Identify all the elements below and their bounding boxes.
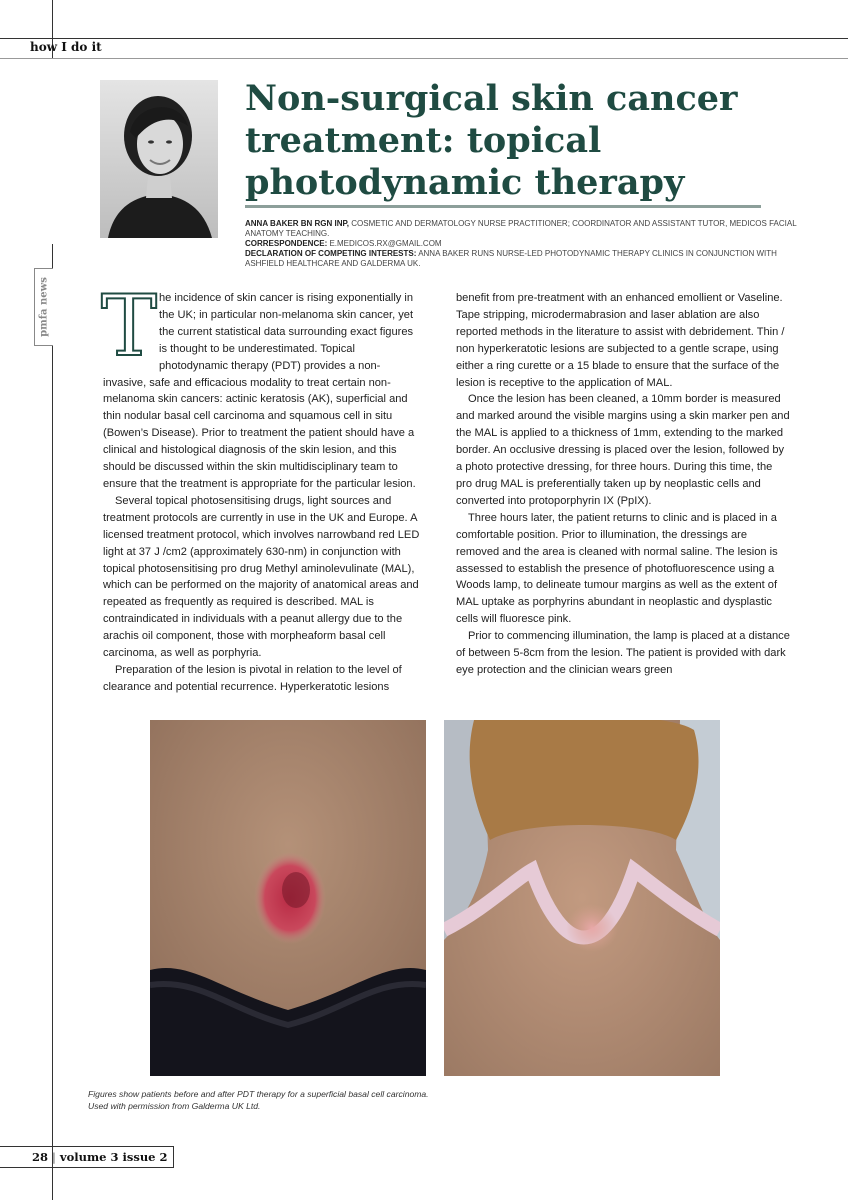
issue-label: volume 3 issue 2: [59, 1150, 168, 1164]
photo-after-graphic: [444, 720, 720, 1076]
paragraph-text: he incidence of skin cancer is rising exponentially in the UK; in particular non-melanoma skin cancer, yet the current statistical data surrounding exact figures is thought to be underestimated. Topical photodynamic therapy (PDT) provides a non-invasive, safe and efficacious modality to treat certain non-melanoma skin cancers: actinic keratosis (AK), superficial and thin nodular basal cell carcinoma and squamous cell in situ (Bowen’s Disease). Prior to treatment the patient should have a clinical and histological diagnosis of the skin lesion, and this should be discussed within the skin multidisciplinary team to ensure that the treatment is appropriate for the particular lesion.: [103, 292, 416, 490]
paragraph: Several topical photosensitising drugs, light sources and treatment protocols are currently in use in the UK and Europe. A licensed treatment protocol, which involves narrowband red LED light at 37 J /cm2 (approximately 630-nm) in conjunction with topical photosensitising pro drug Methyl aminolevulinate (MAL), which can be performed on the majority of anatomical areas and repeated as frequently as required is described. MAL is contraindicated in individuals with a peanut allergy due to the arachis oil component, those with morpheaform basal cell carcinoma, as well as porphyria.: [103, 494, 420, 660]
text-column-right: [456, 290, 791, 679]
author-name: ANNA BAKER BN RGN INP,: [245, 219, 350, 228]
side-tab-label: pmfa news: [38, 277, 50, 337]
byline-author: [245, 219, 805, 239]
author-role: COSMETIC AND DERMATOLOGY NURSE PRACTITIONER; COORDINATOR AND ASSISTANT TUTOR, MEDICOS FACIAL ANATOMY TEACHING.: [245, 219, 797, 238]
paragraph: Once the lesion has been cleaned, a 10mm border is measured and marked around the visible margins using a skin marker pen and the MAL is applied to a thickness of 1mm, extending to the marked border. An occlusive dressing is placed over the lesion, followed by a photo protective dressing, for three hours. During this time, the pro drug MAL is preferentially taken up by neoplastic cells and converted into protoporphyrin IX (PpIX).: [456, 393, 790, 507]
caption-credit: Used with permission from Galderma UK Ltd.: [88, 1101, 261, 1111]
paragraph: [101, 277, 420, 493]
footer-issue-info: [32, 1150, 168, 1164]
side-tab: [34, 268, 53, 346]
left-margin-rule: [52, 244, 53, 1200]
declaration-label: DECLARATION OF COMPETING INTERESTS:: [245, 249, 417, 258]
photo-after-treatment: [444, 720, 720, 1076]
article-title: Non-surgical skin cancer treatment: topical photodynamic therapy: [245, 78, 738, 203]
author-portrait: [100, 80, 218, 238]
author-portrait-graphic: [100, 80, 218, 238]
dropcap: [101, 277, 158, 375]
text-column-left: [101, 277, 420, 696]
byline-correspondence: [245, 239, 805, 249]
photo-before-graphic: [150, 720, 426, 1076]
declaration-text: ANNA BAKER RUNS NURSE-LED PHOTODYNAMIC THERAPY CLINICS IN CONJUNCTION WITH ASHFIELD HEALTHCARE AND GALDERMA UK.: [245, 249, 777, 268]
correspondence-email: E.MEDICOS.RX@GMAIL.COM: [327, 239, 442, 248]
paragraph: Preparation of the lesion is pivotal in relation to the level of clearance and potential recurrence. Hyperkeratotic lesions: [103, 663, 402, 693]
caption-line: Figures show patients before and after PDT therapy for a superficial basal cell carcinoma.: [88, 1089, 429, 1099]
paragraph: benefit from pre-treatment with an enhanced emollient or Vaseline. Tape stripping, microdermabrasion and laser ablation are also reported methods in the literature to assist with debridement. Thin / non hyperkeratotic lesions are subjected to a gentle scrape, using either a ring curette or a 15 blade to ensure that the surface of the lesion is receptive to the application of MAL.: [456, 292, 785, 389]
dropcap-letter: T: [101, 277, 158, 375]
byline: [245, 219, 805, 269]
correspondence-label: CORRESPONDENCE:: [245, 239, 328, 248]
title-rule: [245, 205, 761, 208]
header-rule-lower: [0, 58, 848, 59]
paragraph: Prior to commencing illumination, the lamp is placed at a distance of between 5-8cm from the lesion. The patient is provided with dark eye protection and the clinician wears green: [456, 630, 790, 676]
figure-caption: [88, 1088, 588, 1112]
footer-separator: |: [52, 1150, 56, 1164]
photo-before-treatment: [150, 720, 426, 1076]
byline-declaration: [245, 249, 805, 269]
section-label: how I do it: [30, 40, 102, 54]
paragraph: Three hours later, the patient returns to clinic and is placed in a comfortable position. Prior to illumination, the dressings are removed and the area is cleaned with normal saline. The lesion is assessed to establish the presence of photofluorescence using a Woods lamp, to delineate tumour margins as well as the extent of MAL uptake as porphyrins abundant in neoplastic and dysplastic cells will fluoresce pink.: [456, 511, 778, 626]
header-rule: [0, 38, 848, 39]
page-number: 28: [32, 1150, 49, 1164]
